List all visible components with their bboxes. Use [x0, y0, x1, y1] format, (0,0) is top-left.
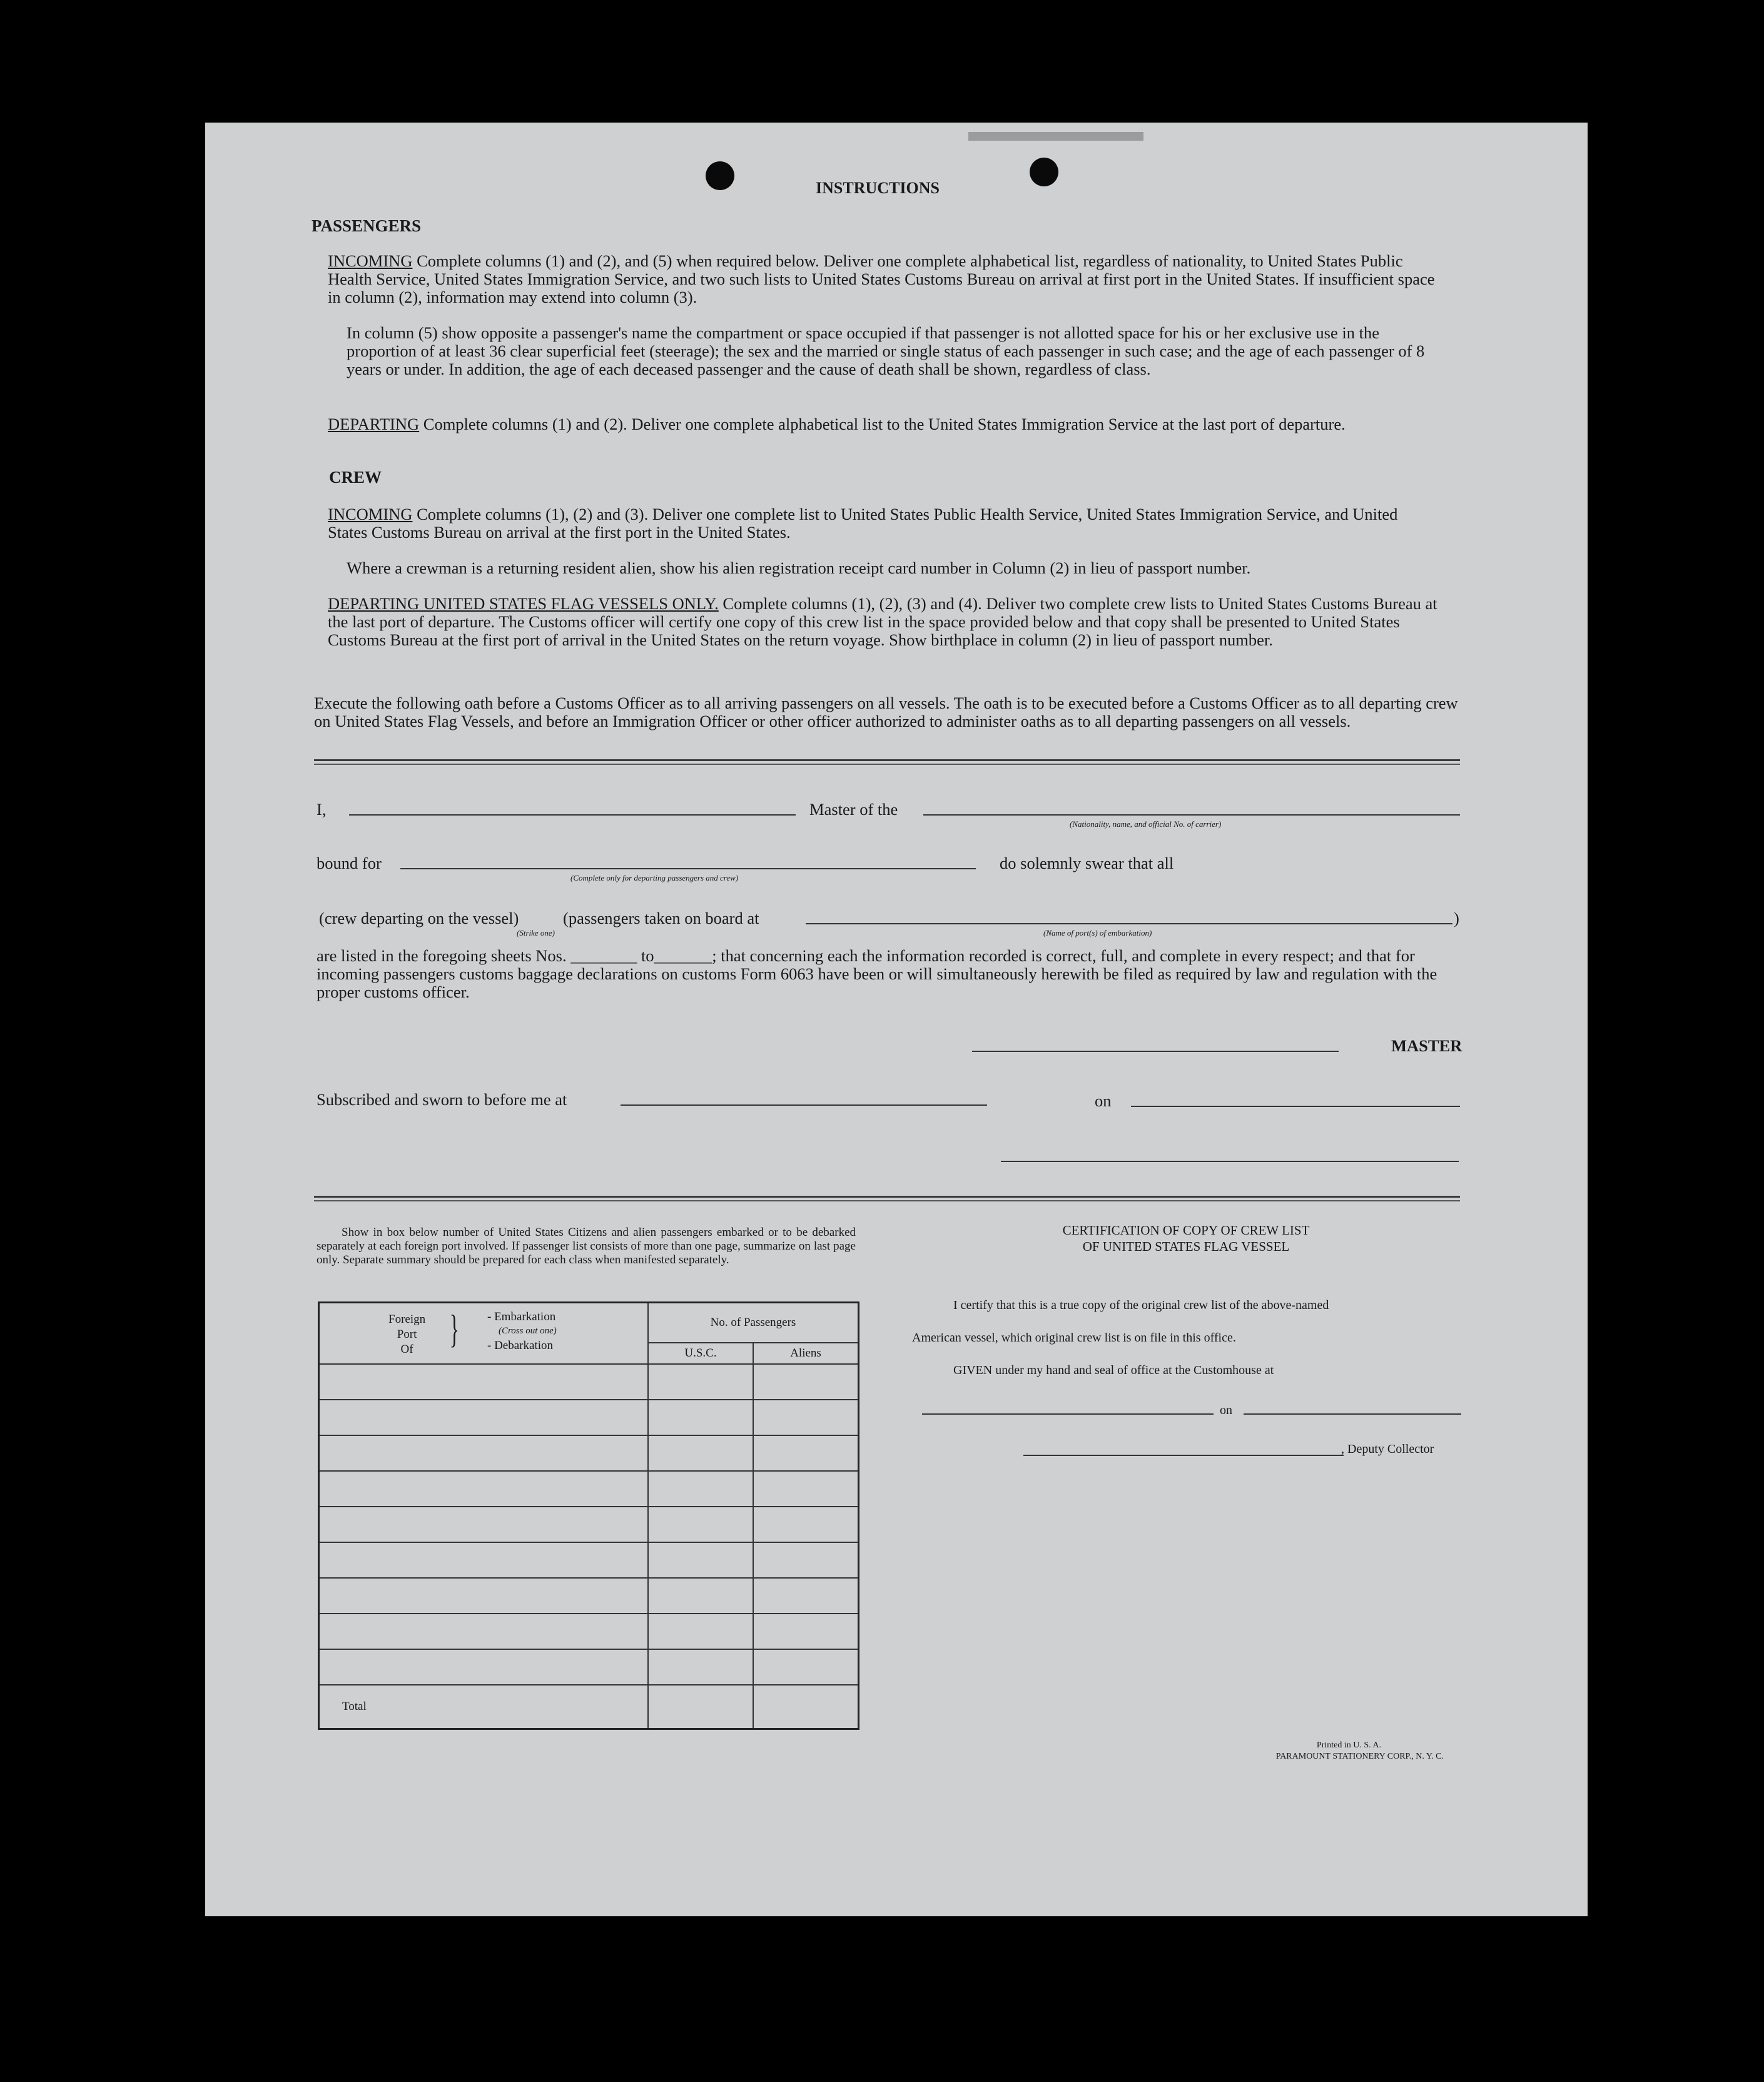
crew-departing-paragraph: [328, 595, 1441, 649]
port-cell[interactable]: [319, 1400, 649, 1435]
aliens-cell[interactable]: [753, 1435, 859, 1471]
oath-close-paren: ): [1454, 909, 1459, 927]
usc-cell[interactable]: [648, 1649, 753, 1685]
crew-heading: CREW: [329, 468, 382, 487]
aliens-cell[interactable]: [753, 1507, 859, 1542]
subscribed-place-line: [621, 1104, 987, 1106]
officer-signature-line: [1001, 1161, 1459, 1162]
table-row: [319, 1649, 859, 1685]
oath-listed-text: are listed in the foregoing sheets Nos. ________ to_______; that concerning each the information recorded is correct, full, and complete in every respect; and that for incoming passengers customs baggage declarations on customs Form 6063 have been or will simultaneously herewith be filed as required by law and regulation with the proper customs officer.: [317, 946, 1437, 1001]
usc-cell[interactable]: [648, 1471, 753, 1507]
oath-passengers-taken: (passengers taken on board at: [563, 909, 759, 927]
customhouse-line: [922, 1413, 1214, 1415]
crew-resident-paragraph: Where a crewman is a returning resident alien, show his alien registration receipt card number in Column (2) in lieu of passport number.: [347, 558, 1251, 577]
crew-incoming-paragraph: [328, 505, 1441, 542]
certification-date-line: [1244, 1413, 1461, 1415]
table-row: [319, 1435, 859, 1471]
aliens-cell[interactable]: [753, 1400, 859, 1435]
port-cell[interactable]: [319, 1435, 649, 1471]
port-cell[interactable]: [319, 1578, 649, 1614]
embarkation-label: - Embarkation: [487, 1310, 556, 1323]
subscribed-label: Subscribed and sworn to before me at: [317, 1090, 567, 1109]
port-cell[interactable]: [319, 1649, 649, 1685]
table-header-row-1: [319, 1303, 859, 1343]
port-cell[interactable]: [319, 1614, 649, 1649]
divider-bottom: [314, 1196, 1460, 1198]
usc-cell[interactable]: [648, 1614, 753, 1649]
document-page: [205, 123, 1588, 1916]
aliens-cell[interactable]: [753, 1614, 859, 1649]
oath-bound-line: [400, 868, 976, 869]
usc-cell[interactable]: [648, 1578, 753, 1614]
table-row: [319, 1542, 859, 1578]
port-cell[interactable]: [319, 1507, 649, 1542]
oath-i-label: I,: [317, 800, 327, 819]
punch-hole-right: [1030, 158, 1058, 186]
table-row: [319, 1614, 859, 1649]
oath-nationality-caption: (Nationality, name, and official No. of carrier): [1070, 819, 1222, 829]
punch-hole-left: [706, 161, 734, 190]
foreign-label: Foreign: [388, 1313, 426, 1326]
crew-departing-label: DEPARTING UNITED STATES FLAG VESSELS ONLY.: [328, 594, 719, 613]
oath-bound-caption: (Complete only for departing passengers and crew): [570, 873, 739, 882]
oath-carrier-line: [923, 814, 1460, 816]
port-cell[interactable]: [319, 1364, 649, 1400]
table-row: [319, 1507, 859, 1542]
deputy-signature-line: [1023, 1455, 1344, 1456]
certification-heading-line2: OF UNITED STATES FLAG VESSEL: [1082, 1239, 1290, 1254]
passengers-incoming-label: INCOMING: [328, 251, 413, 270]
usc-cell[interactable]: [648, 1542, 753, 1578]
aliens-cell[interactable]: [753, 1542, 859, 1578]
oath-swear: do solemnly swear that all: [1000, 854, 1174, 872]
oath-name-line: [349, 814, 796, 816]
oath-master-of-the: Master of the: [809, 800, 898, 819]
crew-incoming-label: INCOMING: [328, 505, 413, 523]
aliens-header: Aliens: [753, 1343, 859, 1364]
subscribed-date-line: [1131, 1106, 1460, 1107]
table-row: [319, 1578, 859, 1614]
certification-on: on: [1220, 1403, 1232, 1417]
aliens-cell[interactable]: [753, 1364, 859, 1400]
summary-instructions: Show in box below number of United States Citizens and alien passengers embarked or to be debarked separately at each foreign port involved. If passenger list consists of more than one page, summarize on last page only. Separate summary should be prepared for each class when manifested separately.: [317, 1226, 856, 1266]
certification-heading: [1030, 1222, 1342, 1255]
certify-text-1: I certify that this is a true copy of the original crew list of the above-named: [953, 1298, 1329, 1312]
aliens-cell[interactable]: [753, 1649, 859, 1685]
passenger-summary-table: [318, 1301, 859, 1730]
oath-port-caption: (Name of port(s) of embarkation): [1043, 928, 1152, 937]
passengers-departing-text: Complete columns (1) and (2). Deliver one complete alphabetical list to the United States Immigration Service at the last port of departure.: [419, 415, 1346, 433]
certification-heading-line1: CERTIFICATION OF COPY OF CREW LIST: [1062, 1223, 1310, 1238]
divider-bottom-2: [314, 1200, 1460, 1201]
passengers-departing-label: DEPARTING: [328, 415, 420, 433]
table-row: [319, 1471, 859, 1507]
total-usc-cell[interactable]: [648, 1685, 753, 1729]
oath-crew-departing: (crew departing on the vessel): [319, 909, 519, 927]
given-text: GIVEN under my hand and seal of office at the Customhouse at: [953, 1363, 1274, 1377]
port-cell[interactable]: [319, 1471, 649, 1507]
divider-top-2: [314, 764, 1460, 765]
aliens-cell[interactable]: [753, 1471, 859, 1507]
printer-imprint: [1194, 1740, 1444, 1762]
passengers-incoming-text: Complete columns (1) and (2), and (5) when required below. Deliver one complete alphabetical list, regardless of nationality, to United States Public Health Service, United States Immigration Service, and two such lists to United States Customs Bureau on arrival at first port in the United States. If insufficient space in column (2), information may extend into column (3).: [328, 251, 1435, 306]
crew-departing-text: Complete columns (1), (2), (3) and (4). Deliver two complete crew lists to United States Customs Bureau at the last port of departure. The Customs officer will certify one copy of this crew list in the space provided below and that copy shall be presented to United States Customs Bureau at the first port of arrival in the United States on the return voyage. Show birthplace in column (2) in lieu of passport number.: [328, 594, 1437, 649]
table-row: [319, 1400, 859, 1435]
total-label: Total: [319, 1685, 649, 1729]
deputy-collector-label: , Deputy Collector: [1341, 1442, 1434, 1456]
foreign-port-header: [319, 1303, 649, 1365]
total-row: [319, 1685, 859, 1729]
usc-cell[interactable]: [648, 1400, 753, 1435]
printer-line1: Printed in U. S. A.: [1316, 1741, 1381, 1750]
of-label: Of: [400, 1343, 413, 1356]
usc-cell[interactable]: [648, 1364, 753, 1400]
port-cell[interactable]: [319, 1542, 649, 1578]
oath-strike-one: (Strike one): [517, 928, 555, 937]
certify-text-2: American vessel, which original crew list is on file in this office.: [912, 1331, 1236, 1345]
page-title: INSTRUCTIONS: [816, 179, 940, 197]
subscribed-on: on: [1095, 1091, 1112, 1110]
debarkation-label: - Debarkation: [487, 1339, 553, 1352]
usc-header: U.S.C.: [648, 1343, 753, 1364]
table-row: [319, 1364, 859, 1400]
usc-cell[interactable]: [648, 1507, 753, 1542]
passengers-incoming-paragraph: [328, 252, 1441, 306]
passengers-column5-paragraph: In column (5) show opposite a passenger's name the compartment or space occupied if that passenger is not allotted space for his or her exclusive use in the proportion of at least 36 clear superficial feet (steerage); the sex and the married or single status of each passenger in such case; and the age of each passenger of 8 years or under. In addition, the age of each deceased passenger and the cause of death shall be shown, regardless of class.: [347, 323, 1425, 378]
oath-bound-for: bound for: [317, 854, 382, 872]
printer-line2: PARAMOUNT STATIONERY CORP., N. Y. C.: [1275, 1752, 1444, 1761]
oath-instructions: Execute the following oath before a Customs Officer as to all arriving passengers on all vessels. The oath is to be executed before a Customs Officer as to all departing crew on United States Flag Vessels, and before an Immigration Officer or other officer authorized to administer oaths as to all departing passengers on all vessels.: [314, 694, 1458, 730]
master-signature-line: [972, 1051, 1339, 1052]
bleed-through-marks: [968, 132, 1143, 141]
passengers-departing-paragraph: [328, 415, 1441, 433]
cross-out-label: (Cross out one): [499, 1326, 557, 1336]
crew-incoming-text: Complete columns (1), (2) and (3). Deliver one complete list to United States Public Health Service, United States Immigration Service, and United States Customs Bureau on arrival at the first port in the United States.: [328, 505, 1398, 542]
master-signature-label: MASTER: [1391, 1036, 1462, 1055]
divider-top: [314, 759, 1460, 761]
port-label: Port: [397, 1328, 417, 1341]
usc-cell[interactable]: [648, 1435, 753, 1471]
oath-port-line: [806, 923, 1452, 924]
brace-symbol: }: [449, 1306, 460, 1351]
passengers-heading: PASSENGERS: [312, 216, 422, 235]
total-aliens-cell[interactable]: [753, 1685, 859, 1729]
no-of-passengers-header: No. of Passengers: [648, 1303, 859, 1343]
aliens-cell[interactable]: [753, 1578, 859, 1614]
